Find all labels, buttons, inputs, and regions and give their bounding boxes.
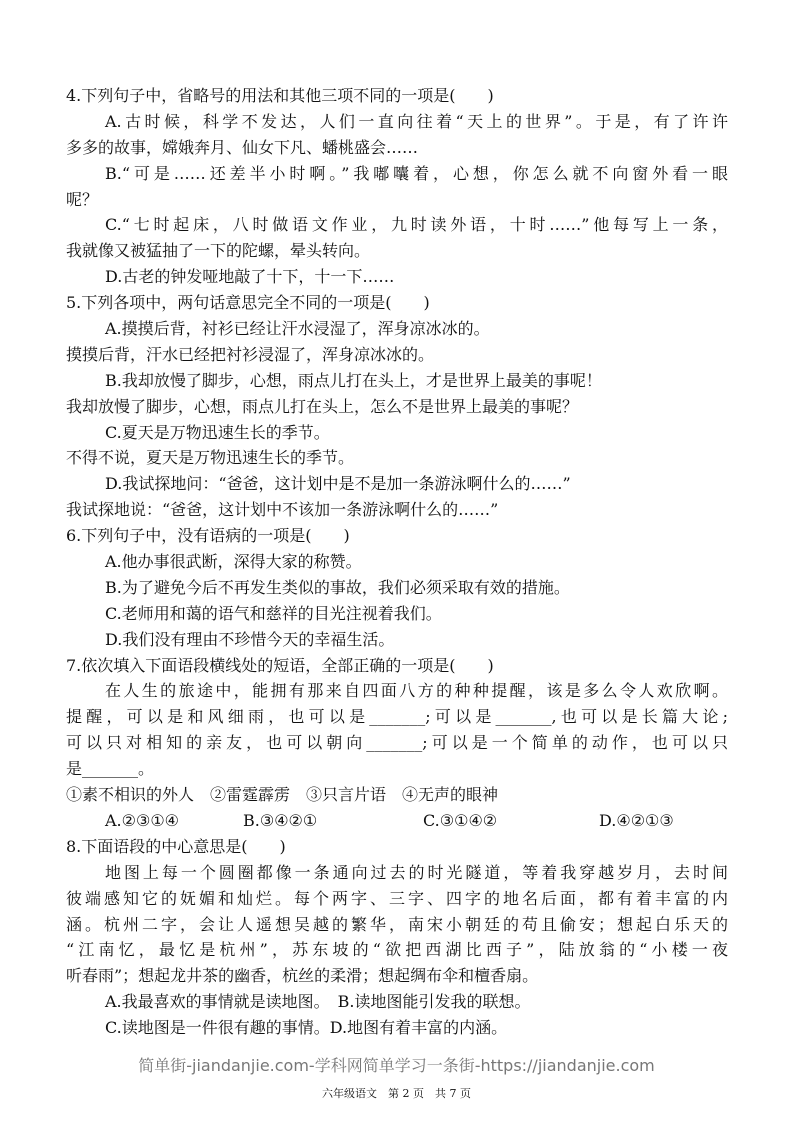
q4-option-c: C.“七时起床，八时做语文作业，九时读外语，十时……”他每写上一条，: [105, 215, 728, 235]
q7-passage-1: 在人生的旅途中，能拥有那来自四面八方的种种提醒，该是多么令人欢欣啊。: [105, 681, 728, 701]
q4-option-c-cont: 我就像又被猛抽了一下的陀螺，晕头转向。: [66, 241, 371, 261]
q4-option-b-cont: 呢？: [66, 189, 99, 209]
q8-passage-1: 地图上每一个圆圈都像一条通向过去的时光隧道，等着我穿越岁月，去时间: [105, 862, 728, 882]
q5-option-b: B.我却放慢了脚步，心想，雨点儿打在头上，才是世界上最美的事呢！: [105, 370, 602, 390]
q7-option-a: A.②③①④: [105, 810, 180, 830]
q7-options: [66, 808, 728, 834]
q5-option-d: D.我试探地问：“爸爸，这计划中是不是加一条游泳啊什么的……”: [105, 474, 571, 494]
exam-page: [66, 83, 728, 1041]
q7-option-b: B.③④②①: [243, 810, 318, 830]
q8-passage-3: 涵。杭州二字，会让人遥想吴越的繁华，南宋小朝廷的苟且偷安；想起白乐天的: [66, 914, 728, 934]
q6-option-b: B.为了避免今后不再发生类似的事故，我们必须采取有效的措施。: [105, 577, 570, 597]
q8-passage-5: 听春雨”；想起龙井茶的幽香，杭丝的柔滑；想起绸布伞和檀香扇。: [66, 966, 539, 986]
page-footer: 六年级语文 第 2 页 共 7 页: [322, 1087, 471, 1100]
question-8: 8.下面语段的中心意思是( ): [66, 836, 286, 856]
q5-option-c-2: 不得不说，夏天是万物迅速生长的季节。: [66, 448, 355, 468]
question-6: 6.下列句子中，没有语病的一项是( ): [66, 526, 350, 546]
q8-passage-4: “江南忆，最忆是杭州”，苏东坡的“欲把西湖比西子”，陆放翁的“小楼一夜: [66, 940, 728, 960]
q7-passage-3: 可以只对相知的亲友，也可以朝向_______;可以是一个简单的动作，也可以只: [66, 733, 728, 753]
q5-option-b-2: 我却放慢了脚步，心想，雨点儿打在头上，怎么不是世界上最美的事呢？: [66, 396, 579, 416]
q7-passage-2: 提醒，可以是和风细雨，也可以是_______;可以是_______,也可以是长篇大论;: [66, 707, 728, 727]
q8-options-cd: C.读地图是一件很有趣的事情。D.地图有着丰富的内涵。: [105, 1018, 508, 1038]
question-7: 7.依次填入下面语段横线处的短语，全部正确的一项是( ): [66, 655, 494, 675]
q8-passage-2: 彼端感知它的妩媚和灿烂。每个两字、三字、四字的地名后面，都有着丰富的内: [66, 888, 728, 908]
q4-option-a-cont: 多多的故事，嫦娥奔月、仙女下凡、蟠桃盛会……: [66, 137, 419, 157]
q8-options-ab: A.我最喜欢的事情就是读地图。 B.读地图能引发我的联想。: [105, 992, 531, 1012]
q5-option-c: C.夏天是万物迅速生长的季节。: [105, 422, 330, 442]
q4-option-b: B.“可是……还差半小时啊。”我嘟囔着，心想，你怎么就不向窗外看一眼: [105, 163, 728, 183]
q5-option-a-2: 摸摸后背，汗水已经把衬衫浸湿了，浑身凉冰冰的。: [66, 344, 435, 364]
q7-passage-4: 是_______。: [66, 759, 155, 779]
q5-option-a: A.摸摸后背，衬衫已经让汗水浸湿了，浑身凉冰冰的。: [105, 319, 490, 339]
q5-option-d-2: 我试探地说：“爸爸，这计划中不该加一条游泳啊什么的……”: [66, 500, 499, 520]
q6-option-a: A.他办事很武断，深得大家的称赞。: [105, 552, 362, 572]
q7-option-d: D.④②①③: [599, 810, 674, 830]
question-5: 5.下列各项中，两句话意思完全不同的一项是( ): [66, 293, 430, 313]
question-4: 4.下列句子中，省略号的用法和其他三项不同的一项是( ): [66, 86, 494, 105]
q6-option-c: C.老师用和蔼的语气和慈祥的目光注视着我们。: [105, 603, 442, 623]
q6-option-d: D.我们没有理由不珍惜今天的幸福生活。: [105, 629, 395, 649]
watermark: 简单街-jiandanjie.com-学科网简单学习一条街-https://jiandanjie.com: [138, 1056, 655, 1075]
q7-phrases: ①素不相识的外人 ②雷霆霹雳 ③只言片语 ④无声的眼神: [66, 785, 499, 805]
q4-option-d: D.古老的钟发哑地敲了十下，十一下……: [105, 267, 395, 287]
q4-option-a: A.古时候，科学不发达，人们一直向往着“天上的世界”。于是，有了许许: [105, 111, 728, 131]
q7-option-c: C.③①④②: [423, 810, 498, 830]
